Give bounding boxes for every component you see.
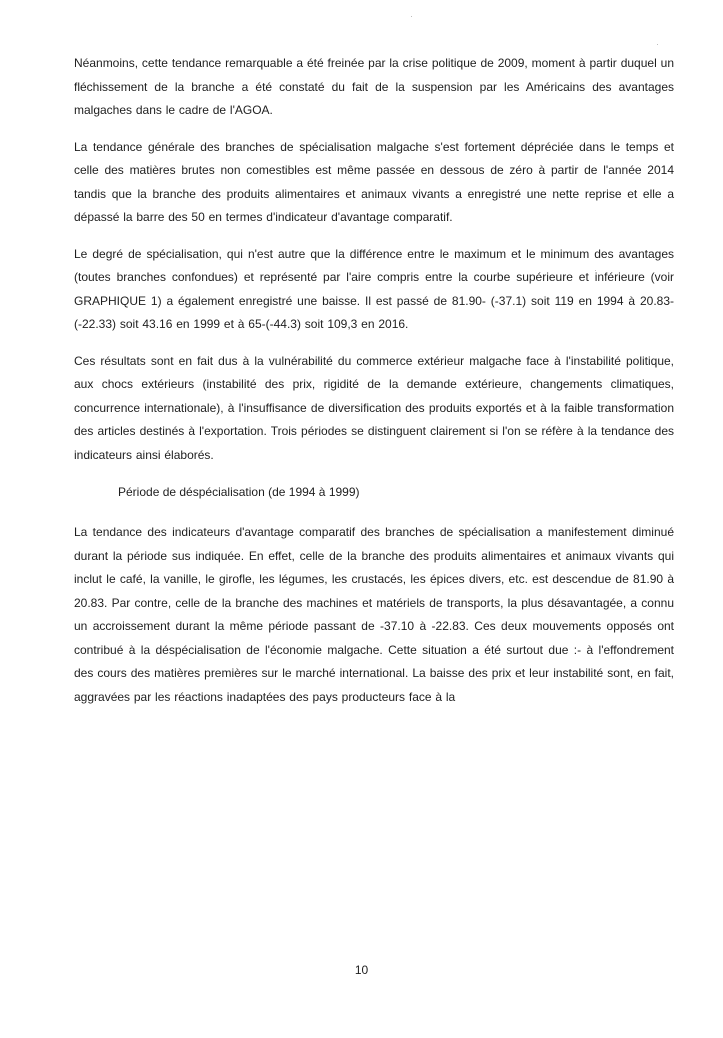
paragraph-agoa: Néanmoins, cette tendance remarquable a été freinée par la crise politique de 2009, moment à partir duquel un fléchissement de la branche a été constaté du fait de la suspension par les Américains des avantages malgaches dans le cadre de l'AGOA. — [74, 56, 674, 117]
scan-speck — [657, 44, 658, 45]
page-number: 10 — [354, 963, 369, 977]
paragraph-general-trend: La tendance générale des branches de spécialisation malgache s'est fortement dépréciée dans le temps et celle des matières brutes non comestibles est même passée en dessous de zéro à partir de l'année 2014 tandis que la branche des produits alimentaires et animaux vivants a enregistré une nette reprise et elle a dépassé la barre des 50 en termes d'indicateur d'avantage comparatif. — [74, 139, 674, 224]
page-content — [74, 52, 674, 709]
paragraph-results-causes: Ces résultats sont en fait dus à la vulnérabilité du commerce extérieur malgache face à l'instabilité politique, aux chocs extérieurs (instabilité des prix, rigidité de la demande extérieure, changements climatiques, concurrence internationale), à l'insuffisance de diversification des produits exportés et à la faible transformation des articles destinés à l'exportation. Trois périodes se distinguent clairement si l'on se réfère à la tendance des indicateurs ainsi élaborés. — [74, 353, 674, 462]
paragraph-specialisation-degree: Le degré de spécialisation, qui n'est autre que la différence entre le maximum et le minimum des avantages (toutes branches confondues) et représenté par l'aire compris entre la courbe supérieure et inférieure (voir GRAPHIQUE 1) a également enregistré une baisse. Il est passé de 81.90- (-37.1) soit 119 en 1994 à 20.83- (-22.33) soit 43.16 en 1999 et à 65-(-44.3) soit 109,3 en 2016. — [74, 246, 674, 331]
paragraph-despecialisation-period: La tendance des indicateurs d'avantage comparatif des branches de spécialisation a manifestement diminué durant la période sus indiquée. En effet, celle de la branche des produits alimentaires et animaux vivants qui inclut le café, la vanille, le girofle, les légumes, les crustacés, les épices divers, etc. est descendue de 81.90 à 20.83. Par contre, celle de la branche des machines et matériels de transports, la plus désavantagée, a connu un accroissement durant la même période passant de -37.10 à -22.83. Ces deux mouvements opposés ont contribué à la déspécialisation de l'économie malgache. Cette situation a été surtout due :- à l'effondrement des cours des matières premières sur le marché international. La baisse des prix et leur instabilité sont, en fait, aggravées par les réactions inadaptées des pays producteurs face à la — [74, 525, 674, 704]
section-heading: Période de déspécialisation (de 1994 à 1999) — [118, 485, 360, 499]
scan-speck — [411, 16, 412, 17]
